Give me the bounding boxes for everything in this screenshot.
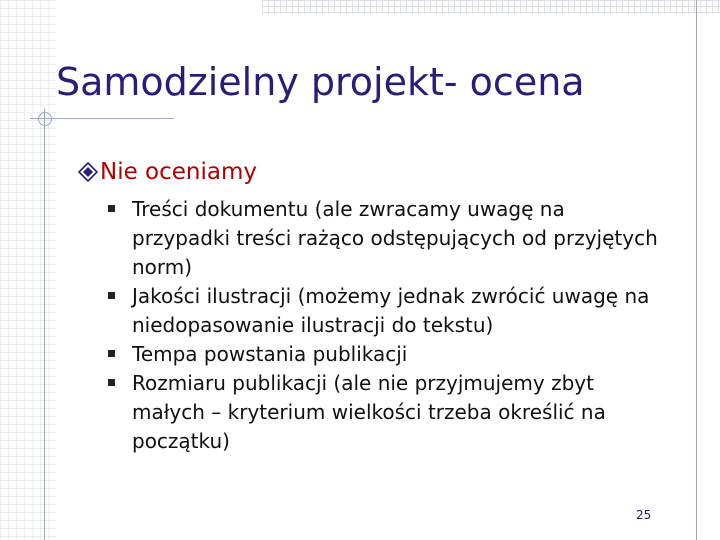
level1-heading: Nie oceniamy <box>100 159 258 185</box>
list-item-text: Jakości ilustracji (możemy jednak zwrócić uwagę na niedopasowanie ilustracji do tekstu) <box>132 284 650 337</box>
list-item <box>108 195 668 282</box>
bullet-list <box>108 195 668 456</box>
square-bullet-icon <box>108 292 115 299</box>
square-bullet-icon <box>108 205 115 212</box>
list-item <box>108 369 668 456</box>
diamond-bullet-icon <box>76 160 100 184</box>
top-grid-decoration <box>262 0 720 14</box>
square-bullet-icon <box>108 379 115 386</box>
list-item <box>108 282 668 340</box>
list-item <box>108 340 668 369</box>
level1-item <box>76 157 257 187</box>
left-guide-line <box>44 108 45 540</box>
square-bullet-icon <box>108 350 115 357</box>
slide-title: Samodzielny projekt- ocena <box>56 60 585 104</box>
right-guide-line <box>696 0 697 540</box>
list-item-text: Rozmiaru publikacji (ale nie przyjmujemy zbyt małych – kryterium wielkości trzeba określić na początku) <box>132 371 606 453</box>
side-grid-decoration <box>0 0 56 540</box>
list-item-text: Tempa powstania publikacji <box>132 342 408 366</box>
crosshair-icon <box>38 112 52 126</box>
list-item-text: Treści dokumentu (ale zwracamy uwagę na przypadki treści rażąco odstępujących od przyjętych norm) <box>132 197 658 279</box>
page-number: 25 <box>636 508 652 522</box>
